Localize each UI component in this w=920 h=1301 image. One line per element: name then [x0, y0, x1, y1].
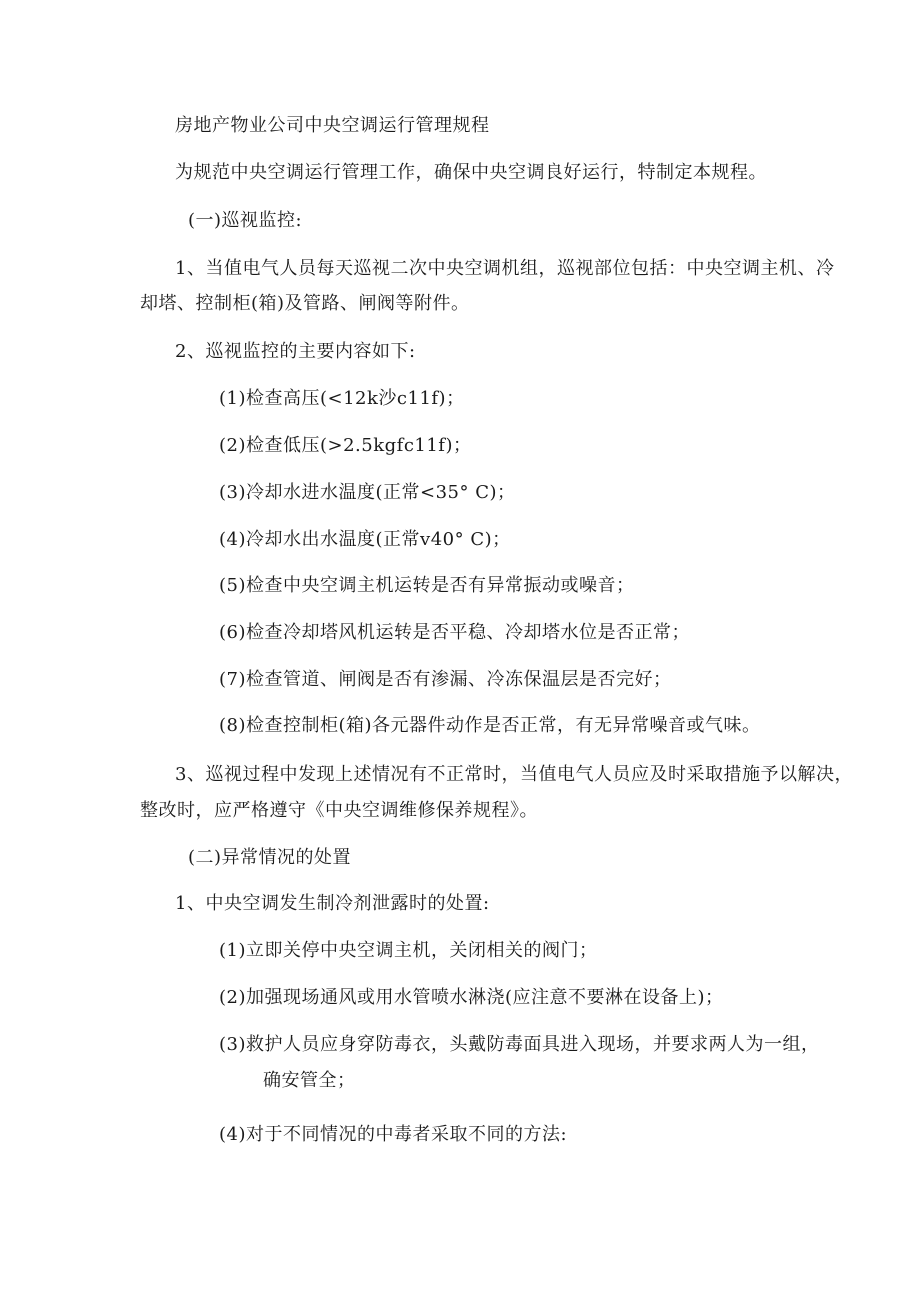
check-item-1: (1)检查高压(<12k沙c11f)；: [219, 388, 465, 409]
patrol-item-3-line-1: 3、巡视过程中发现上述情况有不正常时，当值电气人员应及时采取措施予以解决，: [175, 764, 853, 785]
check-item-5: (5)检查中央空调主机运转是否有异常振动或噪音；: [219, 575, 635, 596]
patrol-item-1-line-1: 1、当值电气人员每天巡视二次中央空调机组，巡视部位包括：中央空调主机、冷: [175, 258, 835, 279]
step-item-3-continuation: 确安管全；: [263, 1070, 356, 1091]
section-heading-exceptions: (二)异常情况的处置: [188, 847, 352, 868]
patrol-item-2: 2、巡视监控的主要内容如下:: [175, 341, 416, 362]
exception-item-1: 1、中央空调发生制冷剂泄露时的处置:: [175, 893, 490, 914]
check-item-8: (8)检查控制柜(箱)各元器件动作是否正常，有无异常噪音或气味。: [219, 715, 761, 736]
intro-paragraph: 为规范中央空调运行管理工作，确保中央空调良好运行，特制定本规程。: [175, 162, 767, 183]
document-title: 房地产物业公司中央空调运行管理规程: [175, 115, 490, 136]
check-item-7: (7)检查管道、闸阀是否有渗漏、冷冻保温层是否完好；: [219, 669, 672, 690]
step-item-3: (3)救护人员应身穿防毒衣，头戴防毒面具进入现场，并要求两人为一组，: [219, 1034, 820, 1055]
step-item-4: (4)对于不同情况的中毒者采取不同的方法:: [219, 1124, 568, 1145]
patrol-item-3-line-2: 整改时，应严格遵守《中央空调维修保养规程》。: [140, 800, 538, 821]
patrol-item-1-line-2: 却塔、控制柜(箱)及管路、闸阀等附件。: [140, 293, 470, 314]
check-item-4: (4)冷却水出水温度(正常v40° C)；: [219, 529, 511, 550]
check-item-6: (6)检查冷却塔风机运转是否平稳、冷却塔水位是否正常；: [219, 622, 690, 643]
section-heading-patrol: (一)巡视监控:: [188, 210, 303, 231]
check-item-2: (2)检查低压(>2.5kgfc11f)；: [219, 435, 472, 456]
step-item-1: (1)立即关停中央空调主机，关闭相关的阀门；: [219, 940, 598, 961]
check-item-3: (3)冷却水进水温度(正常<35° C)；: [219, 482, 516, 503]
step-item-2: (2)加强现场通风或用水管喷水淋浇(应注意不要淋在设备上)；: [219, 987, 724, 1008]
